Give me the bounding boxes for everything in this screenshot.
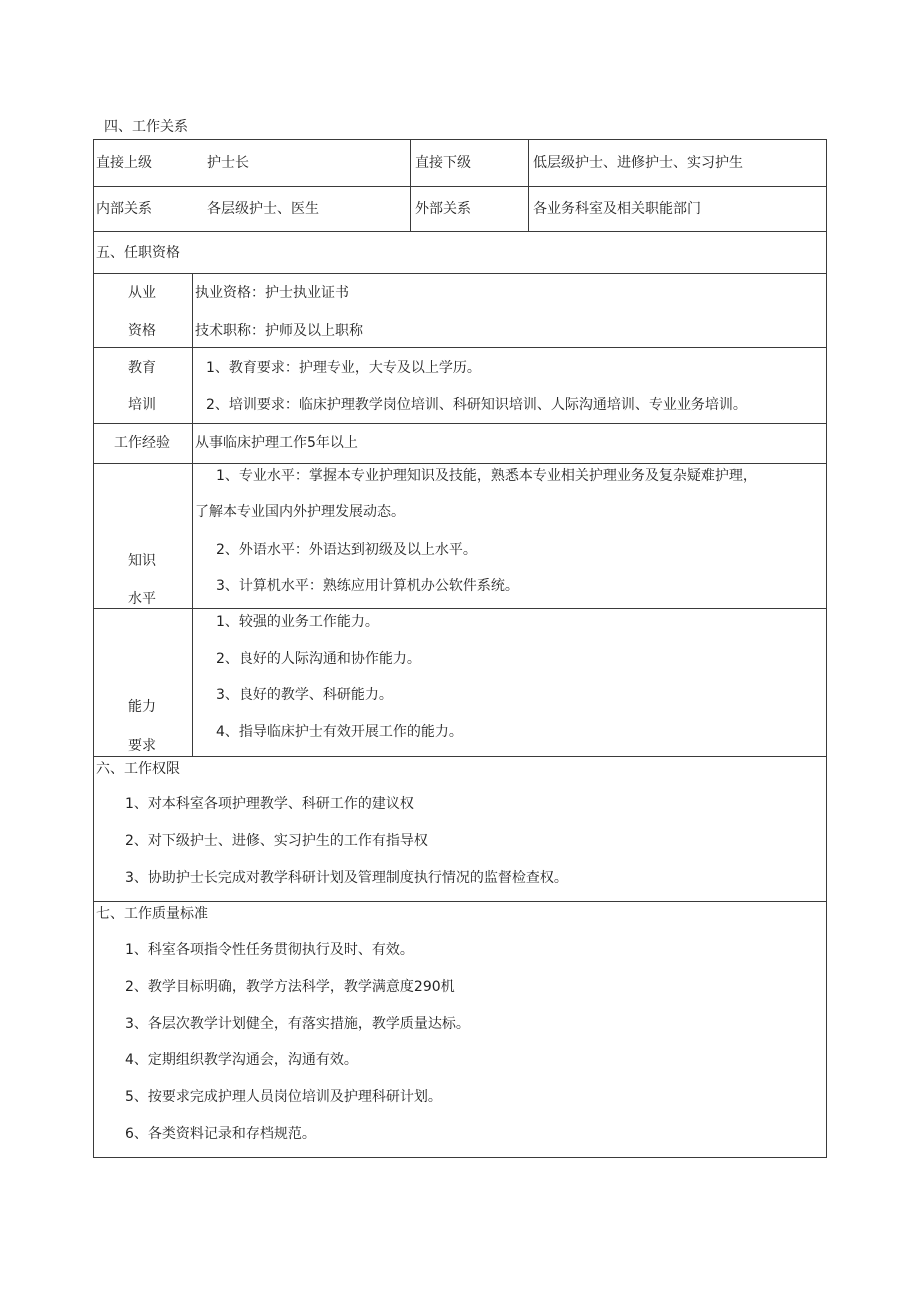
rule — [410, 139, 411, 231]
standard-item: 6、各类资料记录和存档规范。 — [125, 1126, 316, 1142]
practice-line-2: 技术职称：护师及以上职称 — [195, 323, 363, 339]
rule — [528, 139, 529, 231]
practice-label-2: 资格 — [128, 323, 156, 339]
internal-relation-value: 各层级护士、医生 — [207, 201, 319, 217]
section-4-title: 四、工作关系 — [104, 119, 188, 135]
rule-right — [826, 139, 827, 1158]
authority-item: 1、对本科室各项护理教学、科研工作的建议权 — [125, 796, 414, 812]
rule — [93, 347, 827, 348]
direct-superior-label: 直接上级 — [96, 155, 152, 171]
ability-label-1: 能力 — [128, 699, 156, 715]
rule — [93, 423, 827, 424]
knowledge-label-1: 知识 — [128, 553, 156, 569]
section-7-title: 七、工作质量标准 — [96, 906, 208, 922]
authority-item: 3、协助护士长完成对教学科研计划及管理制度执行情况的监督检查权。 — [125, 870, 568, 886]
knowledge-line-1: 1、专业水平：掌握本专业护理知识及技能，熟悉本专业相关护理业务及复杂疑难护理， — [216, 468, 757, 484]
education-label-1: 教育 — [128, 360, 156, 376]
education-label-2: 培训 — [128, 397, 156, 413]
rule — [93, 463, 827, 464]
rule — [93, 186, 827, 187]
ability-line-2: 2、良好的人际沟通和协作能力。 — [216, 651, 421, 667]
standard-item: 5、按要求完成护理人员岗位培训及护理科研计划。 — [125, 1089, 442, 1105]
knowledge-line-1b: 了解本专业国内外护理发展动态。 — [195, 504, 405, 520]
direct-superior-value: 护士长 — [207, 155, 249, 171]
rule-bottom — [93, 1157, 827, 1158]
rule-left — [93, 139, 94, 1158]
knowledge-label-2: 水平 — [128, 591, 156, 607]
rule — [93, 756, 827, 757]
standard-item: 4、定期组织教学沟通会，沟通有效。 — [125, 1052, 358, 1068]
standard-item: 1、科室各项指令性任务贯彻执行及时、有效。 — [125, 942, 414, 958]
rule-top — [93, 139, 827, 140]
internal-relation-label: 内部关系 — [96, 201, 152, 217]
ability-label-2: 要求 — [128, 738, 156, 754]
direct-subordinate-value: 低层级护士、进修护士、实习护生 — [533, 155, 743, 171]
experience-value: 从事临床护理工作5年以上 — [195, 435, 358, 451]
education-line-2: 2、培训要求：临床护理教学岗位培训、科研知识培训、人际沟通培训、专业业务培训。 — [206, 397, 747, 413]
knowledge-line-2: 2、外语水平：外语达到初级及以上水平。 — [216, 542, 477, 558]
rule — [192, 273, 193, 756]
rule — [93, 231, 827, 232]
external-relation-label: 外部关系 — [415, 201, 471, 217]
ability-line-3: 3、良好的教学、科研能力。 — [216, 687, 393, 703]
section-5-title: 五、任职资格 — [96, 245, 180, 261]
practice-label-1: 从业 — [128, 285, 156, 301]
education-line-1: 1、教育要求：护理专业，大专及以上学历。 — [206, 360, 481, 376]
experience-label: 工作经验 — [114, 435, 170, 451]
authority-item: 2、对下级护士、进修、实习护生的工作有指导权 — [125, 833, 428, 849]
section-6-title: 六、工作权限 — [96, 761, 180, 777]
practice-line-1: 执业资格：护士执业证书 — [195, 285, 349, 301]
rule — [93, 273, 827, 274]
direct-subordinate-label: 直接下级 — [415, 155, 471, 171]
ability-line-1: 1、较强的业务工作能力。 — [216, 614, 379, 630]
rule — [93, 608, 827, 609]
external-relation-value: 各业务科室及相关职能部门 — [533, 201, 701, 217]
rule — [93, 901, 827, 902]
standard-item: 3、各层次教学计划健全，有落实措施，教学质量达标。 — [125, 1016, 470, 1032]
ability-line-4: 4、指导临床护士有效开展工作的能力。 — [216, 724, 463, 740]
standard-item: 2、教学目标明确，教学方法科学，教学满意度290机 — [125, 979, 455, 995]
knowledge-line-3: 3、计算机水平：熟练应用计算机办公软件系统。 — [216, 578, 519, 594]
